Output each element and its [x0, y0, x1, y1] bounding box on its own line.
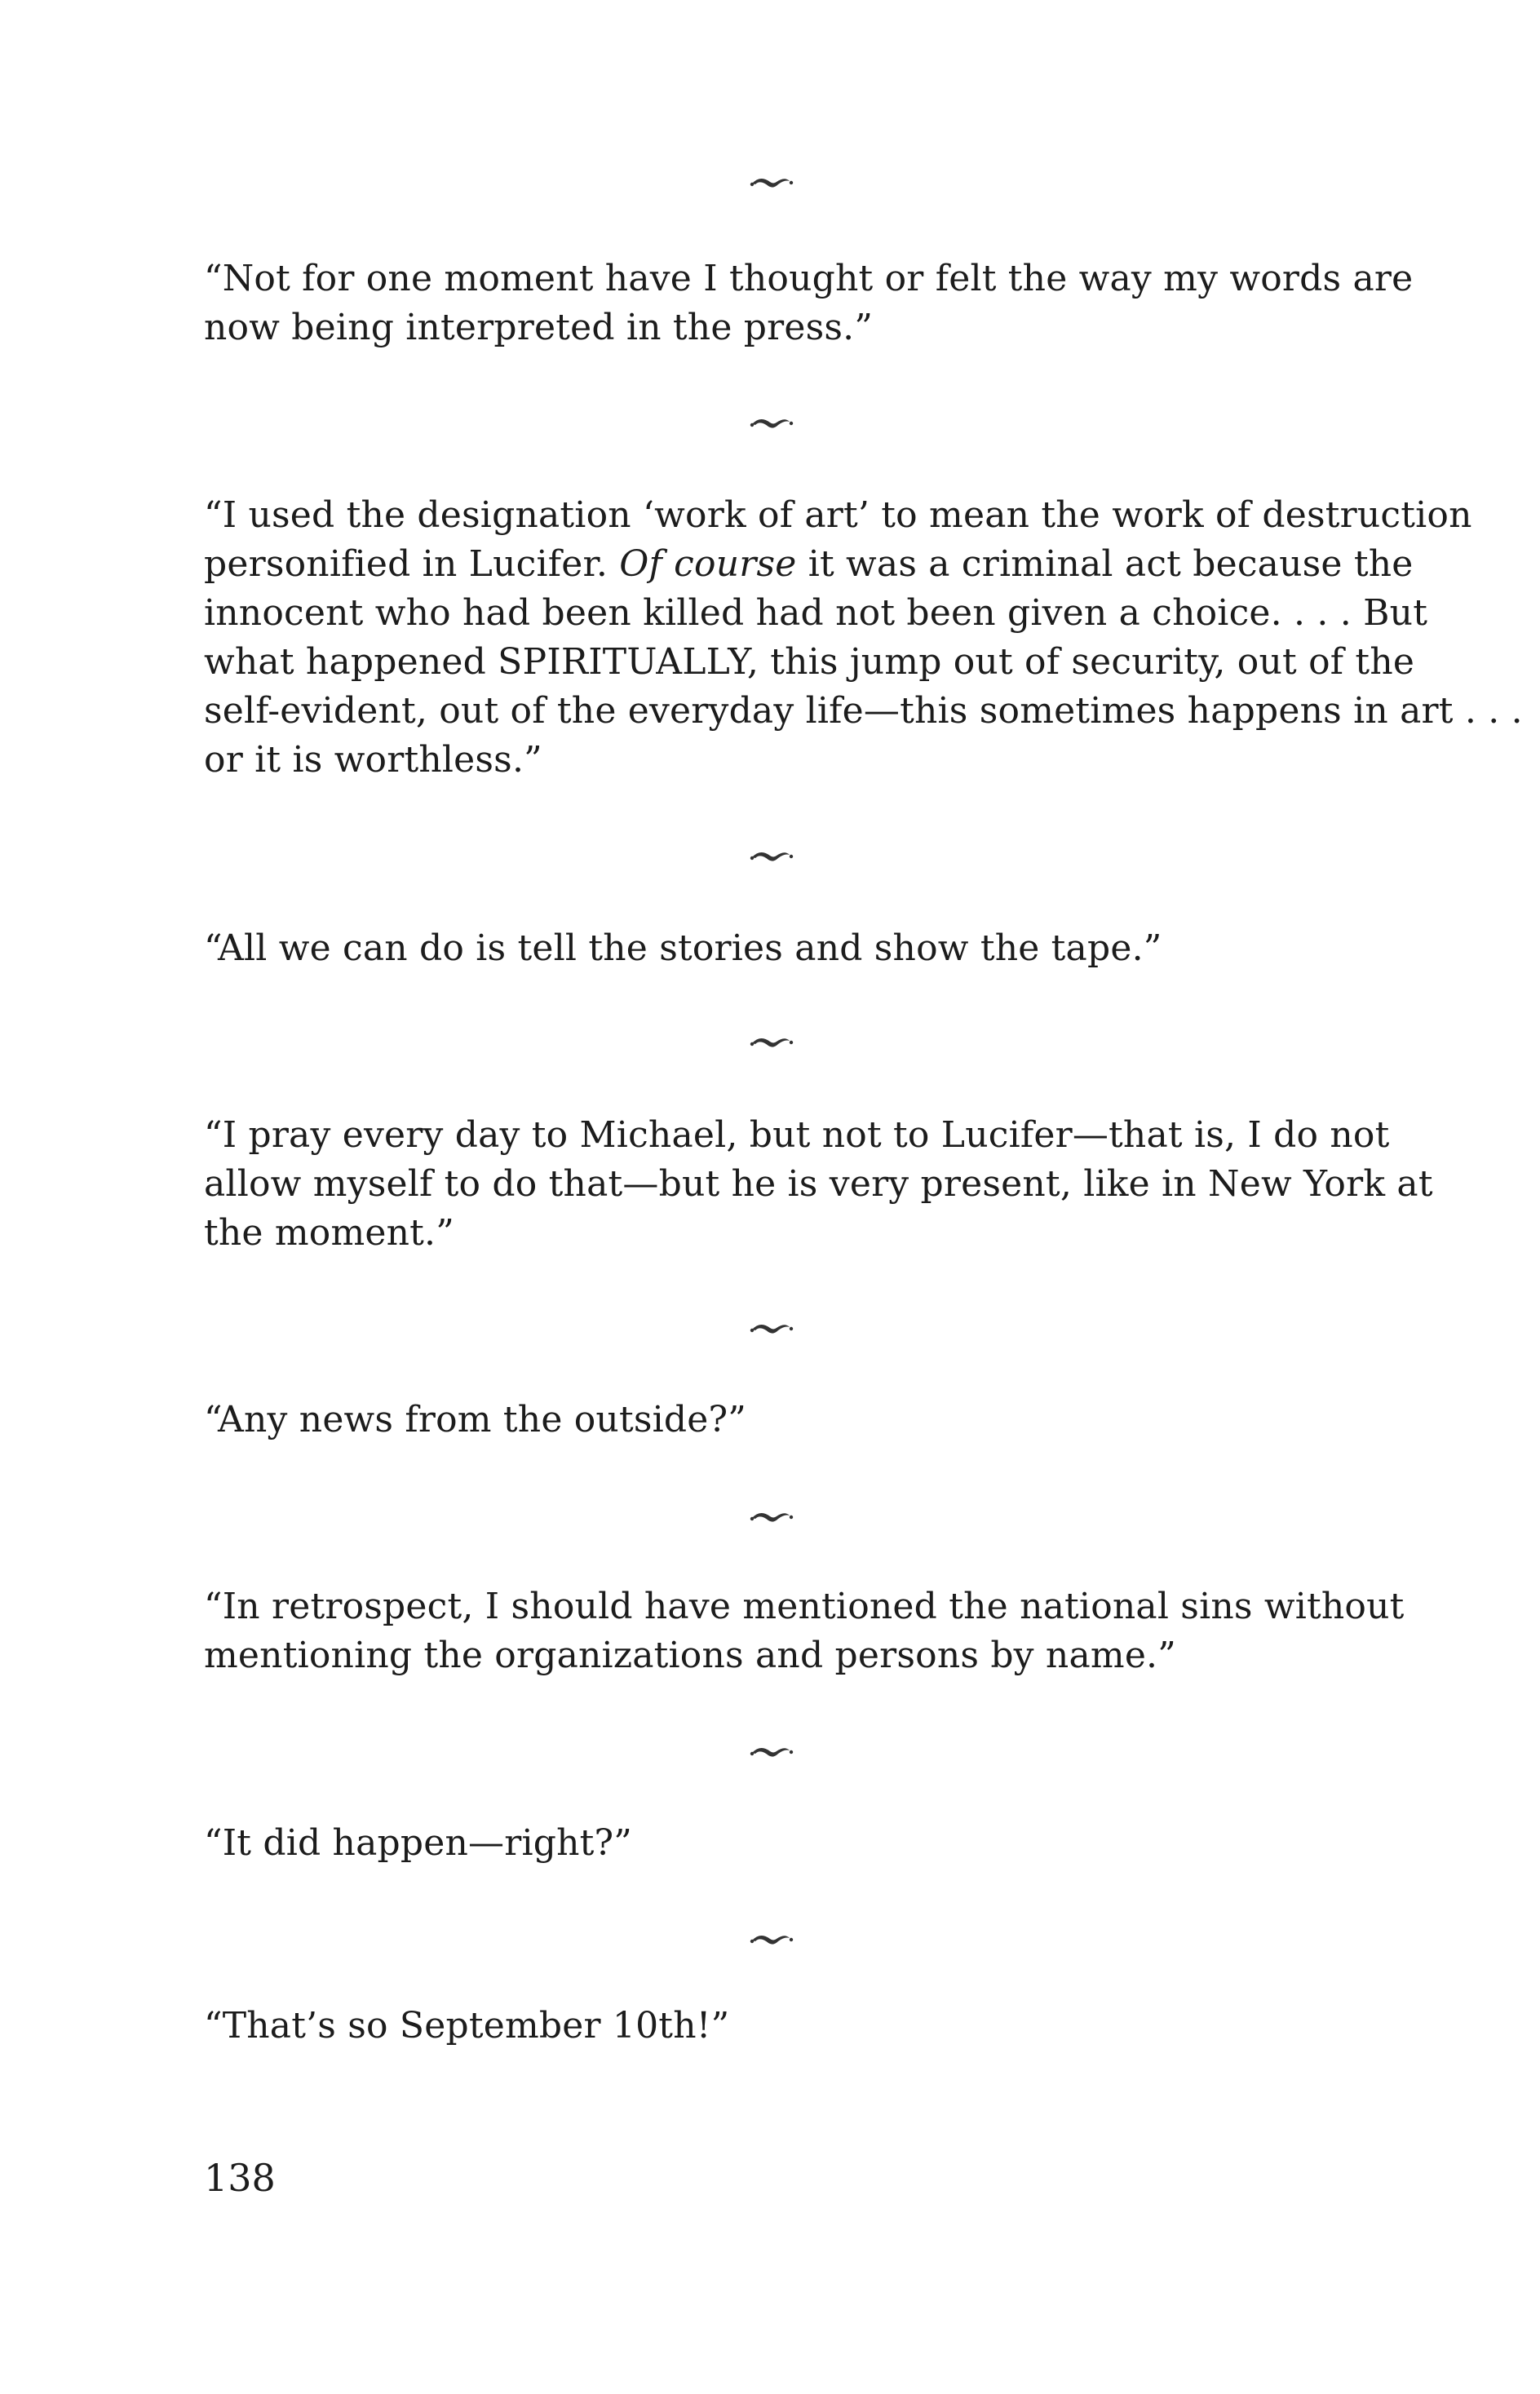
text-line: allow myself to do that—but he is very present, like in New York at — [204, 1163, 1433, 1205]
fleuron-icon — [749, 1742, 794, 1763]
text-line: “I pray every day to Michael, but not to Lucifer—that is, I do not — [204, 1114, 1390, 1156]
quote-3 — [204, 924, 1346, 973]
emphasis-text: Of course — [619, 543, 797, 585]
text-line-mixed — [204, 540, 1414, 589]
text-line: mentioning the organizations and persons by name.” — [204, 1635, 1176, 1676]
quote-4 — [204, 1111, 1433, 1258]
quote-7 — [204, 1819, 1346, 1868]
fleuron-icon — [749, 414, 794, 435]
text-line: “It did happen—right?” — [204, 1822, 632, 1864]
fleuron-icon — [749, 1930, 794, 1951]
quote-6 — [204, 1582, 1405, 1680]
quote-1 — [204, 254, 1414, 352]
text-line: now being interpreted in the press.” — [204, 307, 874, 348]
fleuron-icon — [749, 847, 794, 868]
text-line: “All we can do is tell the stories and show the tape.” — [204, 927, 1162, 969]
fleuron-icon — [749, 1033, 794, 1054]
text-segment: personified in Lucifer. — [204, 543, 608, 585]
text-line: innocent who had been killed had not been given a choice. . . . But — [204, 592, 1428, 634]
fleuron-icon — [749, 1319, 794, 1340]
quote-2 — [204, 491, 1523, 785]
text-line: self-evident, out of the everyday life—this sometimes happens in art . . . — [204, 690, 1523, 732]
quote-8 — [204, 2002, 1346, 2051]
text-segment: it was a criminal act because the — [808, 543, 1414, 585]
text-line: or it is worthless.” — [204, 739, 542, 781]
text-line: “In retrospect, I should have mentioned the national sins without — [204, 1586, 1405, 1627]
fleuron-icon — [749, 1507, 794, 1529]
text-line: the moment.” — [204, 1212, 454, 1254]
quote-5 — [204, 1396, 1346, 1445]
text-line: “Any news from the outside?” — [204, 1399, 746, 1440]
text-line: what happened SPIRITUALLY, this jump out of security, out of the — [204, 641, 1415, 683]
text-line: “That’s so September 10th!” — [204, 2005, 730, 2047]
fleuron-icon — [749, 173, 794, 194]
text-line: “Not for one moment have I thought or felt the way my words are — [204, 258, 1414, 299]
text-line: “I used the designation ‘work of art’ to mean the work of destruction — [204, 494, 1472, 536]
page-number: 138 — [204, 2156, 276, 2200]
